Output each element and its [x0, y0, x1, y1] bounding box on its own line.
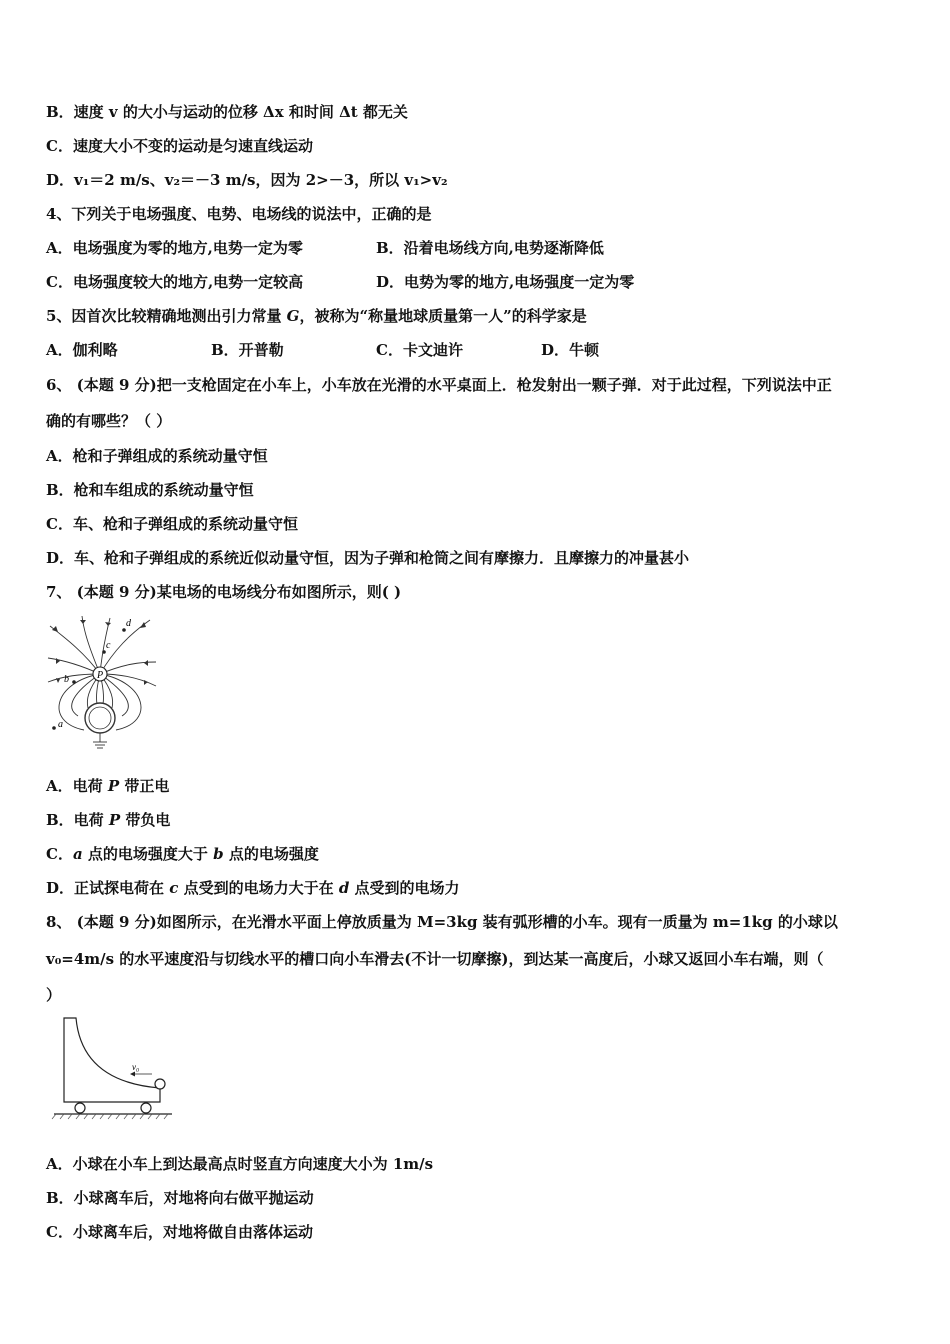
q7-option-d: D．正试探电荷在 c 点受到的电场力大于在 d 点受到的电场力	[46, 879, 460, 897]
q5-option-b: B．开普勒	[211, 341, 284, 359]
q8-stem-line1: 8、 (本题 9 分)如图所示，在光滑水平面上停放质量为 M=3kg 装有弧形槽的小车。现有一质量为 m=1kg 的小球以	[46, 913, 838, 931]
q7-option-b: B．电荷 P 带负电	[46, 811, 171, 829]
q3-option-c: C．速度大小不变的运动是匀速直线运动	[46, 137, 313, 155]
q8-option-a: A．小球在小车上到达最高点时竖直方向速度大小为 1m/s	[46, 1155, 434, 1173]
q7-option-c: C．a 点的电场强度大于 b 点的电场强度	[46, 845, 319, 863]
q4-option-a: A．电场强度为零的地方,电势一定为零	[46, 239, 303, 257]
q6-stem-line2: 确的有哪些？（ ）	[46, 412, 172, 430]
q3-option-d: D．v₁＝2 m/s、v₂＝－3 m/s，因为 2>－3，所以 v₁>v₂	[46, 171, 448, 189]
q4-option-c: C．电场强度较大的地方,电势一定较高	[46, 273, 304, 291]
q5-stem	[46, 306, 587, 326]
q6-option-c: C．车、枪和子弹组成的系统动量守恒	[46, 515, 298, 533]
q8-option-b: B．小球离车后，对地将向右做平抛运动	[46, 1189, 314, 1207]
q6-option-d: D．车、枪和子弹组成的系统近似动量守恒，因为子弹和枪筒之间有摩擦力．且摩擦力的冲量甚小	[46, 549, 690, 567]
q5-stem-symbol: G	[286, 307, 300, 325]
q8-stem-line2: v₀=4m/s 的水平速度沿与切线水平的槽口向小车滑去(不计一切摩擦)，到达某一高度后，小球又返回小车右端，则（	[46, 950, 824, 968]
figure-label-b: b	[64, 674, 69, 685]
q6-option-a: A．枪和子弹组成的系统动量守恒	[46, 447, 268, 465]
figure-label-c: c	[106, 640, 111, 651]
q4-option-b: B．沿着电场线方向,电势逐渐降低	[376, 239, 604, 257]
q7-option-a: A．电荷 P 带正电	[46, 777, 170, 795]
q6-stem-line1: 6、 (本题 9 分)把一支枪固定在小车上，小车放在光滑的水平桌面上．枪发射出一颗子弹．对于此过程，下列说法中正	[46, 376, 832, 394]
q8-stem-line3: ）	[46, 986, 62, 1004]
q5-stem-suffix: ，被称为“称量地球质量第一人”的科学家是	[299, 307, 587, 325]
q5-option-d: D．牛顿	[541, 341, 600, 359]
figure-label-v0: v₀	[132, 1062, 140, 1072]
q4-option-d: D．电势为零的地方,电场强度一定为零	[376, 273, 635, 291]
q4-stem: 4、下列关于电场强度、电势、电场线的说法中，正确的是	[46, 205, 432, 223]
q8-option-c: C．小球离车后，对地将做自由落体运动	[46, 1223, 313, 1241]
figure-label-d: d	[126, 618, 131, 629]
q5-option-c: C．卡文迪许	[376, 341, 463, 359]
figure-label-p: P	[96, 670, 104, 681]
q5-option-a: A．伽利略	[46, 341, 118, 359]
cart-figure	[50, 1012, 176, 1126]
q6-option-b: B．枪和车组成的系统动量守恒	[46, 481, 254, 499]
figure-label-a: a	[58, 719, 63, 730]
electric-field-figure	[44, 612, 160, 750]
q3-option-b: B．速度 v 的大小与运动的位移 Δx 和时间 Δt 都无关	[46, 103, 408, 121]
q5-stem-prefix: 5、因首次比较精确地测出引力常量	[46, 307, 287, 325]
q7-stem: 7、 (本题 9 分)某电场的电场线分布如图所示，则( )	[46, 583, 402, 601]
